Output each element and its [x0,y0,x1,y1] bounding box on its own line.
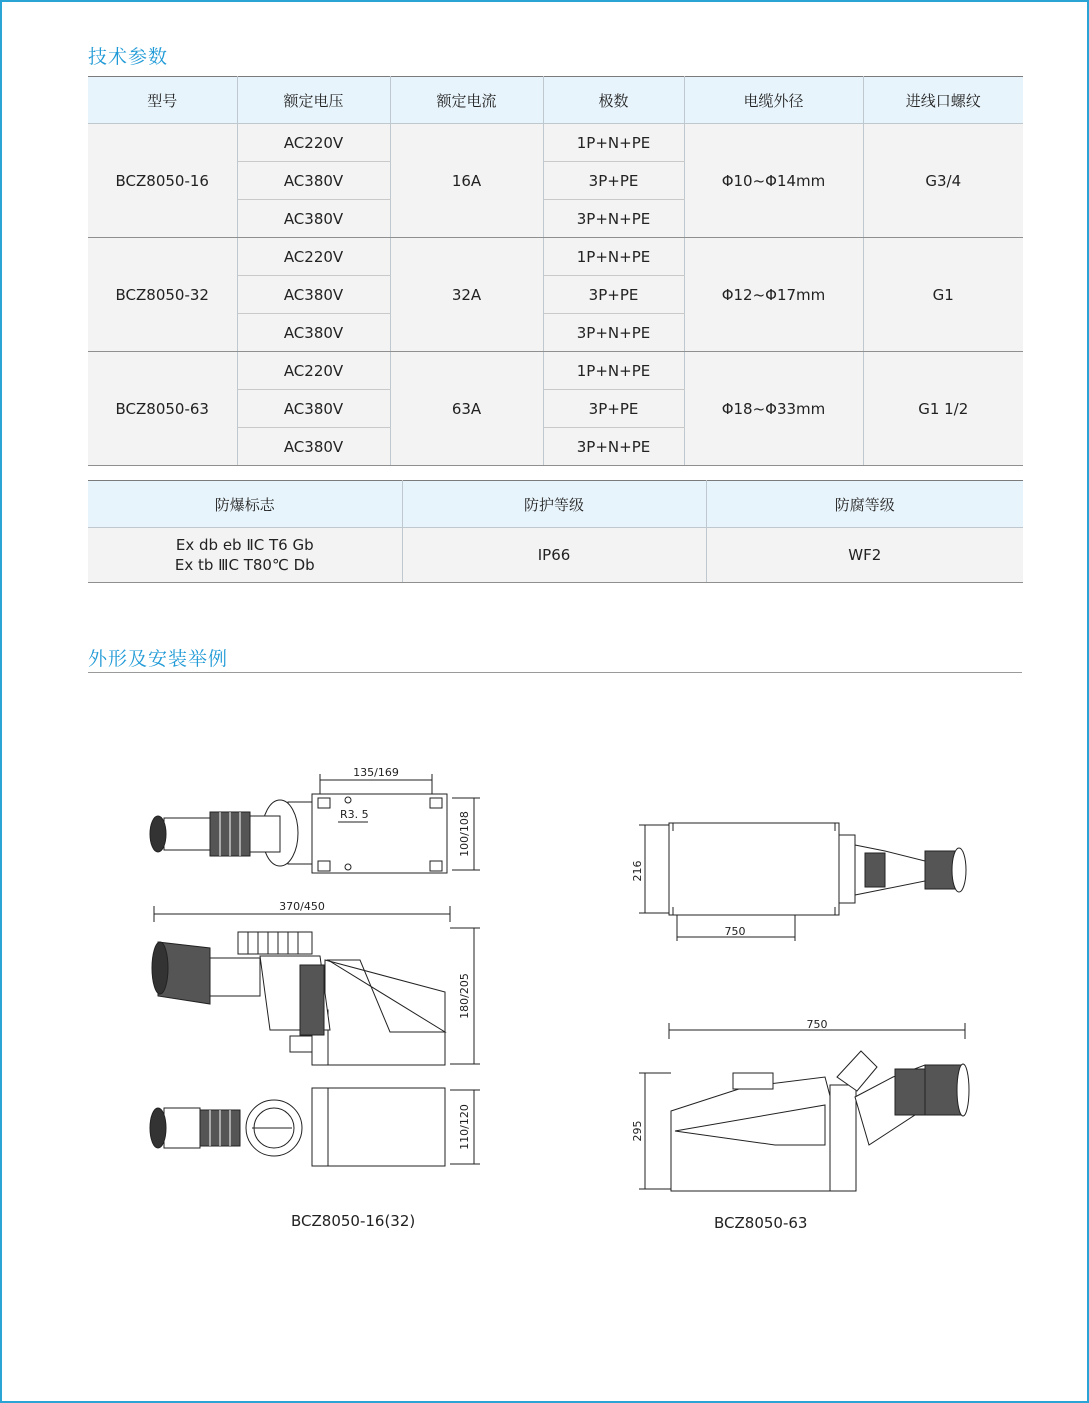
dim-side-height: 180/205 [458,973,471,1019]
header-model: 型号 [88,77,237,124]
table-row [88,352,1023,390]
voltage-cell: AC220V [237,238,390,276]
protection-table [88,480,1023,583]
poles-cell: 3P+N+PE [543,314,684,352]
voltage-cell: AC380V [237,162,390,200]
voltage-cell: AC380V [237,390,390,428]
header-ex-mark: 防爆标志 [88,481,402,528]
table-row [88,124,1023,162]
ex-mark-line-1: Ex db eb ⅡC T6 Gb [175,536,314,554]
header-voltage: 额定电压 [237,77,390,124]
header-wf: 防腐等级 [706,481,1023,528]
poles-cell: 1P+N+PE [543,238,684,276]
poles-cell: 3P+PE [543,162,684,200]
poles-cell: 1P+N+PE [543,124,684,162]
voltage-cell: AC380V [237,428,390,466]
model-cell: BCZ8050-16 [88,124,237,238]
ex-mark-cell [88,528,402,583]
poles-cell: 1P+N+PE [543,352,684,390]
dim-side-length-r: 750 [806,1018,828,1031]
dim-bottom-height: 110/120 [458,1104,471,1150]
current-cell: 63A [390,352,543,466]
poles-cell: 3P+N+PE [543,428,684,466]
thread-cell: G1 [863,238,1023,352]
current-cell: 32A [390,238,543,352]
spec-table [88,76,1023,466]
poles-cell: 3P+PE [543,390,684,428]
voltage-cell: AC220V [237,352,390,390]
protection-table-header [88,481,1023,528]
table-row [88,528,1023,583]
dim-radius: R3. 5 [340,808,369,821]
header-ip: 防护等级 [402,481,706,528]
left-drawing-caption: BCZ8050-16(32) [291,1212,416,1230]
section-divider [88,672,1022,673]
specs-section-title: 技术参数 [88,46,169,68]
drawing-section-title: 外形及安装举例 [88,648,229,670]
cable-od-cell: Φ18~Φ33mm [684,352,863,466]
right-drawing-caption: BCZ8050-63 [714,1214,808,1232]
dim-top-width: 135/169 [353,766,399,779]
spec-table-header [88,77,1023,124]
ex-mark-line-2: Ex tb ⅢC T80℃ Db [174,556,315,574]
wf-cell: WF2 [706,528,1023,583]
header-current: 额定电流 [390,77,543,124]
model-cell: BCZ8050-32 [88,238,237,352]
thread-cell: G1 1/2 [863,352,1023,466]
current-cell: 16A [390,124,543,238]
thread-cell: G3/4 [863,124,1023,238]
voltage-cell: AC380V [237,200,390,238]
header-cable-od: 电缆外径 [684,77,863,124]
cable-od-cell: Φ12~Φ17mm [684,238,863,352]
header-poles: 极数 [543,77,684,124]
voltage-cell: AC380V [237,276,390,314]
header-thread: 进线口螺纹 [863,77,1023,124]
voltage-cell: AC220V [237,124,390,162]
ip-cell: IP66 [402,528,706,583]
drawing-left [140,760,500,1180]
poles-cell: 3P+N+PE [543,200,684,238]
dim-side-height-r: 295 [631,1120,644,1142]
dim-top-width-r: 750 [724,925,746,938]
drawing-right [625,815,985,1200]
dim-length: 370/450 [279,900,325,913]
model-cell: BCZ8050-63 [88,352,237,466]
dim-top-height: 100/108 [458,811,471,857]
table-row [88,238,1023,276]
dim-top-height-r: 216 [631,860,644,882]
voltage-cell: AC380V [237,314,390,352]
poles-cell: 3P+PE [543,276,684,314]
cable-od-cell: Φ10~Φ14mm [684,124,863,238]
